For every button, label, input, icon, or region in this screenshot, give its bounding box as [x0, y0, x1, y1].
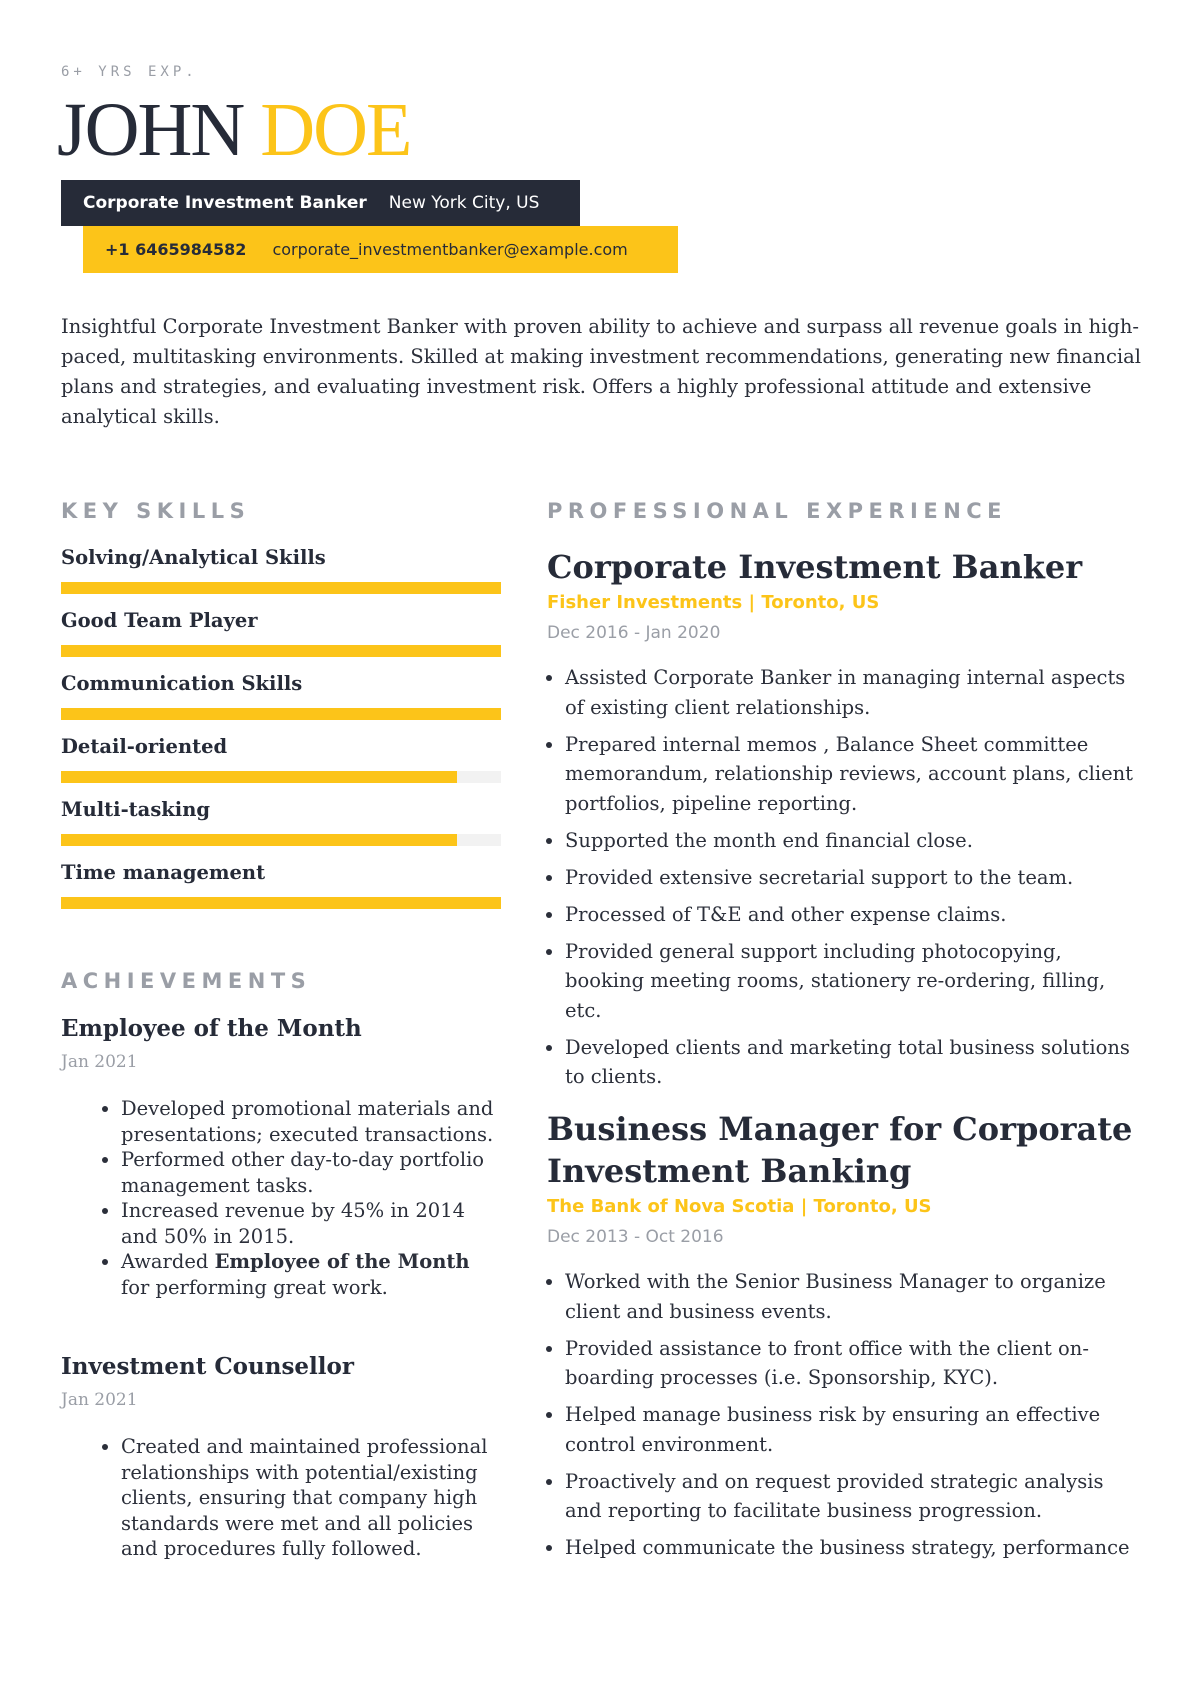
skill-label: Good Team Player [61, 609, 258, 632]
list-item: • Provided assistance to front office with the client on-boarding processes (i.e. Sponsorship, KYC). [565, 1334, 1137, 1393]
bullet-text: Awarded [121, 1250, 215, 1273]
list-item: • Developed clients and marketing total business solutions to clients. [565, 1033, 1137, 1092]
list-item: • Proactively and on request provided strategic analysis and reporting to facilitate business progression. [565, 1467, 1137, 1526]
skill-fill [61, 897, 501, 909]
skill-fill [61, 645, 501, 657]
job-company: Fisher Investments | Toronto, US [547, 592, 880, 613]
skill-fill [61, 834, 457, 846]
achievement-item [61, 1014, 501, 1300]
title-bar [61, 180, 580, 226]
skill-label: Solving/Analytical Skills [61, 546, 326, 569]
skill-item [61, 798, 501, 861]
job-entry [547, 546, 1137, 1099]
list-item: • Supported the month end financial close. [565, 826, 1137, 856]
list-item: • Worked with the Senior Business Manager to organize client and business events. [565, 1267, 1137, 1326]
achievement-date: Jan 2021 [61, 1052, 138, 1072]
achievement-bullets [61, 1096, 501, 1300]
skill-label: Communication Skills [61, 672, 303, 695]
job-title: Business Manager for Corporate Investment Banking [547, 1110, 1133, 1190]
skill-bar [61, 645, 501, 657]
skill-fill [61, 708, 501, 720]
list-item: • Provided extensive secretarial support to the team. [565, 863, 1137, 893]
list-item: • Increased revenue by 45% in 2014 and 50% in 2015. [121, 1198, 501, 1249]
skill-bar [61, 771, 501, 783]
skills-heading: KEY SKILLS [61, 499, 251, 523]
job-entry [547, 1108, 1137, 1570]
list-item: • Helped manage business risk by ensuring an effective control environment. [565, 1400, 1137, 1459]
last-name: DOE [260, 88, 411, 172]
achievement-item [61, 1352, 501, 1562]
skill-fill [61, 771, 457, 783]
skill-fill [61, 582, 501, 594]
skill-label: Time management [61, 861, 266, 884]
job-dates: Dec 2016 - Jan 2020 [547, 623, 721, 643]
experience-tag: 6+ YRS EXP. [61, 64, 198, 80]
job-bullets [547, 663, 1137, 1092]
summary: Insightful Corporate Investment Banker with proven ability to achieve and surpass all revenue goals in high-paced, multitasking environments. Skilled at making investment recommendations, generating new financial plans and strategies, and evaluating investment risk. Offers a highly professional attitude and extensive analytical skills. [61, 315, 1141, 428]
list-item: • Assisted Corporate Banker in managing internal aspects of existing client relationships. [565, 663, 1137, 722]
skill-bar [61, 834, 501, 846]
skill-item [61, 735, 501, 798]
skill-bar [61, 897, 501, 909]
job-company: The Bank of Nova Scotia | Toronto, US [547, 1196, 932, 1217]
skill-item [61, 672, 501, 735]
skills-list [61, 546, 501, 924]
list-item: • Developed promotional materials and presentations; executed transactions. [121, 1096, 501, 1147]
skill-label: Detail-oriented [61, 735, 228, 758]
contact-bar [83, 226, 678, 273]
list-item: • Processed of T&E and other expense claims. [565, 900, 1137, 930]
skill-item [61, 861, 501, 924]
bullet-text: for performing great work. [121, 1275, 388, 1299]
skill-bar [61, 582, 501, 594]
skill-label: Multi-tasking [61, 798, 211, 821]
experience-heading: PROFESSIONAL EXPERIENCE [547, 499, 1008, 523]
list-item: • Performed other day-to-day portfolio management tasks. [121, 1147, 501, 1198]
achievement-title: Employee of the Month [61, 1015, 362, 1042]
list-item [121, 1249, 501, 1300]
skill-item [61, 546, 501, 609]
list-item: • Helped communicate the business strategy, performance [565, 1533, 1137, 1563]
job-dates: Dec 2013 - Oct 2016 [547, 1227, 724, 1247]
achievements-heading: ACHIEVEMENTS [61, 969, 312, 993]
bullet-bold-text: Employee of the Month [214, 1250, 470, 1273]
phone-link[interactable]: +1 6465984582 [105, 240, 247, 259]
list-item: • Prepared internal memos , Balance Sheet committee memorandum, relationship reviews, account plans, client portfolios, pipeline reporting. [565, 730, 1137, 819]
achievement-date: Jan 2021 [61, 1390, 138, 1410]
location: New York City, US [388, 193, 540, 213]
email-link[interactable]: corporate_investmentbanker@example.com [272, 240, 628, 259]
list-item: • Provided general support including photocopying, booking meeting rooms, stationery re-ordering, filling, etc. [565, 937, 1137, 1026]
job-bullets [547, 1267, 1137, 1563]
job-title: Corporate Investment Banker [83, 193, 367, 213]
achievement-title: Investment Counsellor [61, 1353, 354, 1380]
job-title: Corporate Investment Banker [547, 548, 1083, 586]
candidate-name [57, 88, 410, 172]
list-item: • Created and maintained professional relationships with potential/existing clients, ensuring that company high standards were met and all policies and procedures fully followed. [121, 1434, 501, 1562]
first-name: JOHN [57, 88, 244, 172]
skill-bar [61, 708, 501, 720]
skill-item [61, 609, 501, 672]
achievement-bullets [61, 1434, 501, 1562]
